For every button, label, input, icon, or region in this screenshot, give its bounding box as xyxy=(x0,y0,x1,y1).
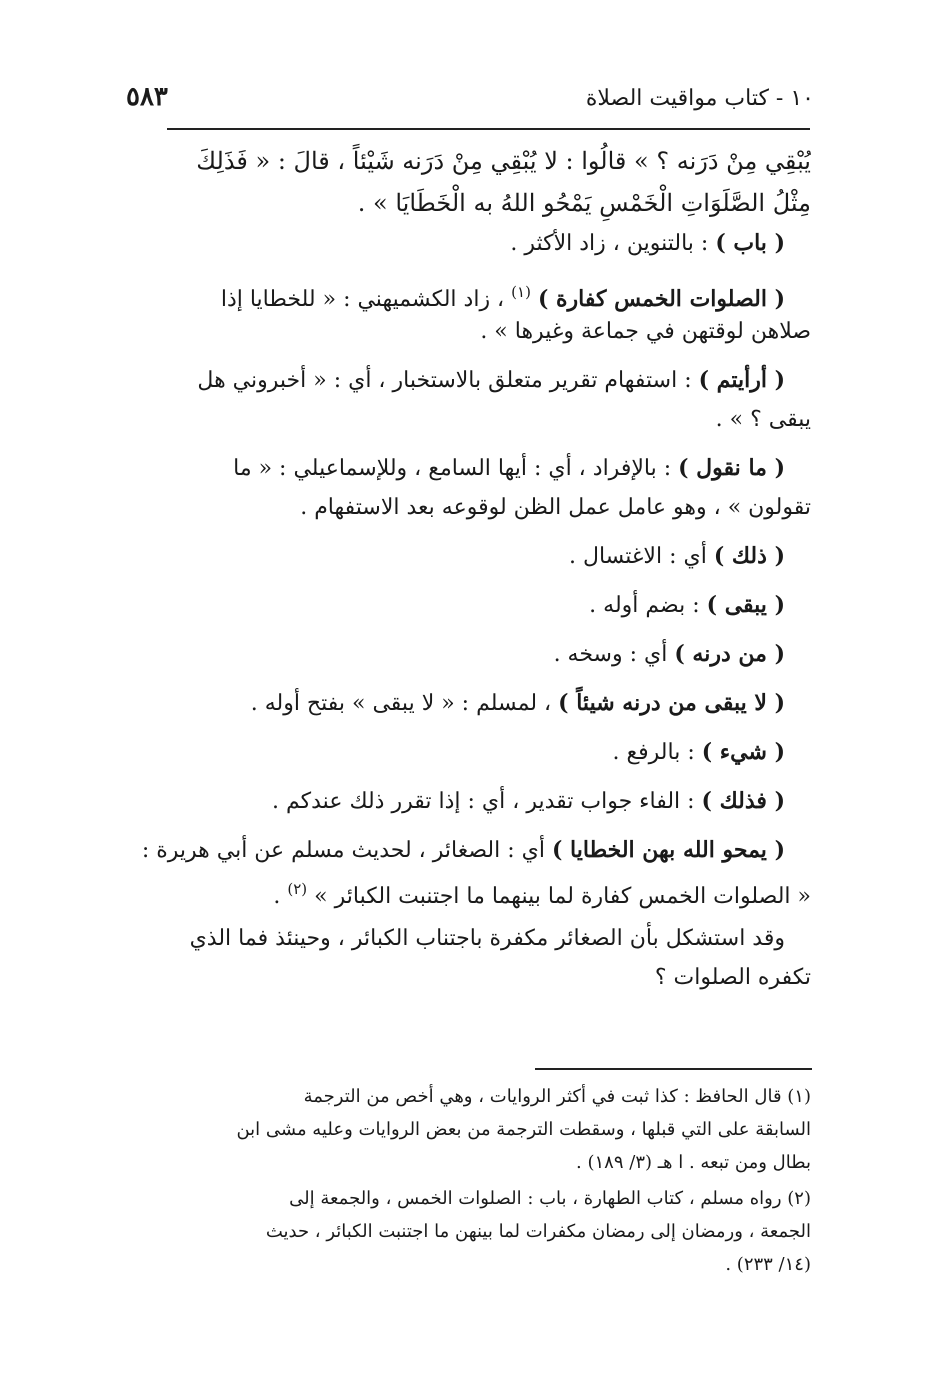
term-yamhu: ( يمحو الله بهن الخطايا ) xyxy=(551,837,785,863)
commentary-ma-naqul-text: : بالإفراد ، أي : أيها السامع ، وللإسماعيلي : « ما xyxy=(233,456,679,481)
commentary-la-yabqa-text: ، لمسلم : « لا يبقى » بفتح أوله . xyxy=(250,691,559,716)
footnotes xyxy=(130,1080,811,1281)
hadith-line-2: مِثْلُ الصَّلَوَاتِ الْخَمْسِ يَمْحُو اللهُ به الْخَطَايَا » . xyxy=(357,189,811,217)
commentary-yabqa xyxy=(130,586,811,625)
page-number: ٥٨٣ xyxy=(126,82,168,112)
footnote-2-line-1: (٢) رواه مسلم ، كتاب الطهارة ، باب : الصلوات الخمس ، والجمعة إلى xyxy=(289,1188,811,1209)
commentary-yamhu xyxy=(130,831,811,870)
commentary-araytum xyxy=(130,361,811,400)
term-bab: ( باب ) xyxy=(715,230,785,256)
footnote-2-line-3: (١٤/ ٢٣٣) . xyxy=(725,1254,811,1275)
term-dhalik: ( ذلك ) xyxy=(713,543,785,569)
term-salawat: ( الصلوات الخمس كفارة ) xyxy=(537,286,785,312)
header-rule xyxy=(167,128,810,130)
commentary-final-line-2: تكفره الصلوات ؟ xyxy=(654,965,811,990)
commentary-final-line-1: وقد استشكل بأن الصغائر مكفرة باجتناب الكبائر ، وحينئذ فما الذي xyxy=(189,926,785,951)
running-header-chapter-title: ١٠ - كتاب مواقيت الصلاة xyxy=(585,86,814,111)
term-araytum: ( أرأيتم ) xyxy=(698,367,785,393)
commentary-araytum-text: : استفهام تقرير متعلق بالاستخبار ، أي : « أخبروني هل xyxy=(197,368,699,393)
footnote-2-line-2: الجمعة ، ورمضان إلى رمضان مكفرات لما بينهن ما اجتنبت الكبائر ، حديث xyxy=(265,1221,811,1242)
footnote-rule xyxy=(535,1068,812,1070)
footnote-ref-2: (٢) xyxy=(287,880,308,898)
footnote-1-line-1: (١) قال الحافظ : كذا ثبت في أكثر الروايات ، وهي أخص من الترجمة xyxy=(303,1086,811,1107)
commentary-fadhalika-text: : الفاء جواب تقدير ، أي : إذا تقرر ذلك عندكم . xyxy=(272,789,702,814)
footnote-1-line-3: بطال ومن تبعه . ا هـ (٣/ ١٨٩) . xyxy=(576,1152,811,1173)
commentary-dhalik-text: أي : الاغتسال . xyxy=(568,544,714,569)
commentary-ma-naqul xyxy=(130,449,811,488)
term-ma-naqul: ( ما نقول ) xyxy=(678,455,785,481)
commentary-araytum-line-2: يبقى ؟ » . xyxy=(715,407,811,432)
term-min-daranihi: ( من درنه ) xyxy=(674,641,785,667)
commentary-shay-text: : بالرفع . xyxy=(612,740,702,765)
hadith-line-1: يُبْقِي مِنْ دَرَنه ؟ » قالُوا : لا يُبْقِي مِنْ دَرَنه شَيْئاً ، قالَ : « فَذَلِكَ xyxy=(196,147,811,175)
main-text xyxy=(130,140,811,997)
commentary-salawat-line-2: صلاهن لوقتهن في جماعة وغيرها » . xyxy=(480,319,811,344)
commentary-ma-naqul-line-2: تقولون » ، وهو عامل عمل الظن لوقوعه بعد الاستفهام . xyxy=(300,495,811,520)
term-yabqa: ( يبقى ) xyxy=(706,592,785,618)
commentary-yamhu-end: . xyxy=(273,884,288,909)
footnote-ref-1: (١) xyxy=(511,283,531,301)
commentary-shay xyxy=(130,733,811,772)
commentary-bab-text: : بالتنوين ، زاد الأكثر . xyxy=(510,231,716,256)
term-la-yabqa: ( لا يبقى من درنه شيئاً ) xyxy=(558,690,785,716)
term-fadhalika: ( فذلك ) xyxy=(701,788,785,814)
commentary-min-daranihi xyxy=(130,635,811,674)
commentary-fadhalika xyxy=(130,782,811,821)
commentary-salawat-text: ، زاد الكشميهني : « للخطايا إذا xyxy=(220,287,512,312)
commentary-dhalik xyxy=(130,537,811,576)
footnote-1-line-2: السابقة على التي قبلها ، وسقطت الترجمة من بعض الروايات وعليه مشى ابن xyxy=(236,1119,811,1140)
commentary-yamhu-line-2 xyxy=(130,870,811,909)
commentary-min-daranihi-text: أي : وسخه . xyxy=(553,642,675,667)
commentary-la-yabqa xyxy=(130,684,811,723)
commentary-yamhu-quote: « الصلوات الخمس كفارة لما بينهما ما اجتنبت الكبائر » xyxy=(314,884,811,909)
commentary-salawat xyxy=(130,273,811,312)
term-shay: ( شيء ) xyxy=(701,739,785,765)
commentary-yamhu-text: أي : الصغائر ، لحديث مسلم عن أبي هريرة : xyxy=(141,838,552,863)
commentary-bab xyxy=(130,224,811,263)
commentary-yabqa-text: : بضم أوله . xyxy=(589,593,707,618)
